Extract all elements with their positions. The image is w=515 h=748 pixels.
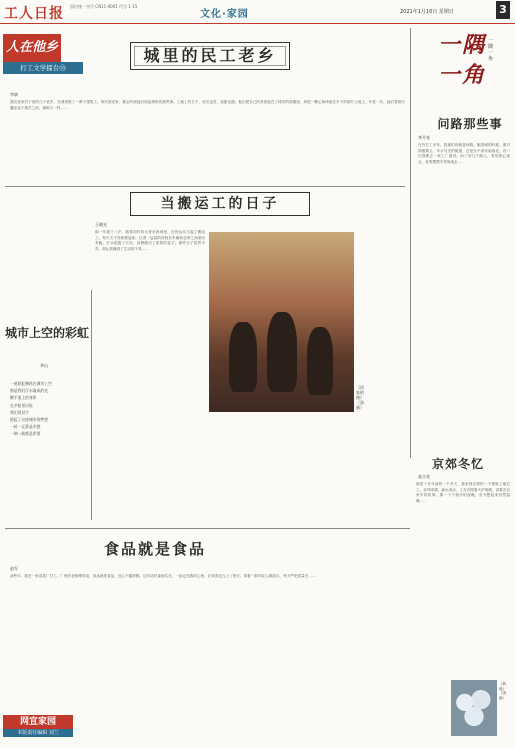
column-logo-subtitle: 打工文学擂台㉟ bbox=[3, 62, 83, 74]
deco-char-3: 一 bbox=[438, 62, 461, 88]
section-divider-bottom bbox=[5, 528, 410, 529]
flowers-caption: 《秋菊》（国画） bbox=[499, 682, 506, 700]
oil-painting bbox=[209, 232, 354, 412]
deco-char-4: 角 bbox=[462, 62, 485, 88]
poem bbox=[10, 380, 88, 438]
masthead: 工人日报 bbox=[4, 6, 64, 22]
painting-figure-1 bbox=[229, 322, 257, 392]
article-byline-5: 高立英 bbox=[418, 474, 430, 479]
article-body-6: 前些年，我在一家食品厂打工。厂里的老师傅常说，食品就是食品，良心不能掺假。这句话朴素而实在，一直记在我的心里。后来我也当上了班长，带着一群年轻人做面点，每天严把质量关…… bbox=[10, 574, 316, 578]
chrysanthemum-painting bbox=[451, 680, 497, 736]
article-body-5: 那是十多年前的一个冬天，我来到京郊的一个建筑工地打工。北风呼啸，滴水成冰，工友们围着火炉取暖，讲着各自家乡的故事。那一个个寒冷的夜晚，至今想起来仍然温暖…… bbox=[416, 482, 510, 503]
painting-figure-3 bbox=[307, 327, 333, 395]
footer-banner bbox=[3, 715, 73, 737]
article-body-2: 那一年我十八岁，跟着同村的大哥来到城里，在货运站当起了搬运工。每天天不亮就要起床，扛着一袋袋的货物在车厢和仓库之间来回奔跑。汗水湿透了衣衫，肩膀磨出了厚厚的茧子。那些日子虽然辛苦，却让我懂得了生活的不易…… bbox=[95, 230, 205, 251]
column-logo-title: 人在他乡 bbox=[3, 34, 61, 62]
article-byline-4: 华山 bbox=[40, 363, 48, 368]
article-byline-6: 赵军 bbox=[10, 566, 18, 571]
footer-banner-subtitle: 本版责任编辑 刘兰 bbox=[3, 729, 73, 737]
section-divider bbox=[5, 186, 405, 187]
article-title-3: 问路那些事 bbox=[437, 117, 503, 131]
article-title-4: 城市上空的彩虹 bbox=[5, 326, 90, 340]
page-header bbox=[0, 0, 515, 24]
poem-line: 脚手架上的身影 bbox=[10, 395, 37, 401]
painting-caption: 《回家的路》（油画） bbox=[356, 385, 364, 410]
section-title: 文化·家园 bbox=[200, 9, 249, 20]
article-title-5: 京郊冬忆 bbox=[431, 457, 484, 471]
painting-figure-2 bbox=[267, 312, 297, 392]
page-number: 3 bbox=[496, 1, 510, 19]
article-body-3: 在外打工多年，我最怕的就是问路。刚进城的时候，面对高楼林立、车水马龙的街道，总是分不清东南西北。有一次我要去一家工厂面试，问了好几个路人，有的热心指点，有的摆摆手匆匆离去…… bbox=[418, 143, 510, 164]
poem-line: 一道彩虹横跨在城市上空 bbox=[10, 381, 52, 386]
column-divider bbox=[410, 28, 411, 458]
decorative-column-title bbox=[418, 28, 500, 110]
article-body-2-cont bbox=[365, 230, 405, 440]
poem-line: 在夕阳里闪烁 bbox=[10, 402, 33, 408]
article-byline-2: 王晓光 bbox=[95, 222, 107, 227]
poem-line: 那是我们汗水凝成的光 bbox=[10, 388, 48, 394]
deco-char-2: 隅 bbox=[462, 32, 485, 58]
column-logo bbox=[3, 34, 83, 82]
poem-line: 一钢一筋都是希望 bbox=[10, 431, 41, 437]
poem-line: 我们用双手 bbox=[10, 409, 29, 415]
article-byline-1: 李斌 bbox=[10, 92, 18, 97]
article-byline-3: 李月亮 bbox=[418, 135, 430, 140]
article-title-2: 当搬运工的日子 bbox=[130, 192, 310, 216]
footer-banner-title: 网宣家园 bbox=[3, 715, 73, 729]
poem-line: 搭起了这座城市的梦想 bbox=[10, 417, 48, 423]
masthead-info: 国内统一刊号 CN11-0001 代号 1-15 bbox=[70, 4, 138, 9]
column-divider-left bbox=[91, 290, 92, 520]
date-line: 2021年1月10日 星期日 bbox=[400, 9, 454, 15]
article-title-1: 城里的民工老乡 bbox=[130, 42, 290, 70]
article-title-6: 食品就是食品 bbox=[103, 540, 206, 558]
deco-side-label: 一隅一角 bbox=[488, 38, 494, 62]
article-body-1: 我们老家村子里的几个老乡，在城里做了一辈子建筑工。每次回老家，都会听到他们说起城里的那些事。工地上的日子，说苦也苦，说甜也甜。他们把自己的青春留在了城市的高楼里，却把一颗心始终留在乡下的那片土地上。年复一年，他们背着行囊往返于城乡之间，像候鸟一样…… bbox=[10, 100, 405, 110]
poem-line: 一砖一瓦都是乡愁 bbox=[10, 424, 41, 430]
deco-char-1: 一 bbox=[438, 32, 461, 58]
